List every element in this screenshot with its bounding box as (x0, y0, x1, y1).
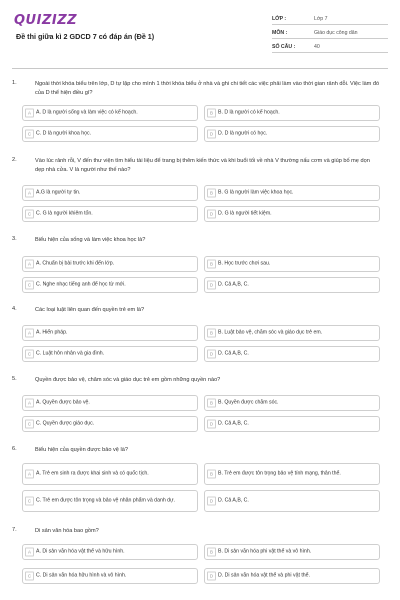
question-number: 6. (12, 446, 17, 452)
option-text: B. Quyền được chăm sóc. (218, 399, 279, 406)
option-letter: B (207, 260, 216, 269)
meta-label: MÔN : (272, 30, 288, 36)
option-b[interactable] (204, 185, 380, 201)
option-b[interactable] (204, 395, 380, 411)
option-letter: C (25, 420, 34, 429)
option-text: D. G là người tiết kiệm. (218, 210, 272, 217)
option-text: A. Quyền được bảo vệ. (36, 399, 90, 406)
option-letter: C (25, 572, 34, 581)
option-letter: B (207, 109, 216, 118)
option-d[interactable] (204, 126, 380, 142)
meta-divider (272, 52, 388, 53)
option-c[interactable] (22, 416, 198, 432)
option-letter: D (207, 210, 216, 219)
option-letter: A (25, 399, 34, 408)
option-b[interactable] (204, 544, 380, 560)
option-text: A.G là người tự tin. (36, 189, 81, 196)
option-letter: A (25, 109, 34, 118)
option-letter: A (25, 470, 34, 479)
option-letter: C (25, 350, 34, 359)
option-b[interactable] (204, 463, 380, 485)
option-text: A. Trẻ em sinh ra được khai sinh và có quốc tịch. (36, 470, 149, 477)
option-letter: D (207, 130, 216, 139)
option-text: B. G là người làm việc khoa học. (218, 189, 294, 196)
question-text: Các loại luật liên quan đến quyền trẻ em là? (35, 307, 145, 313)
meta-divider (272, 38, 388, 39)
meta-label: SỐ CÂU : (272, 44, 296, 50)
question-text: Vào lúc rảnh rỗi, V đến thư viện tìm hiểu tài liệu để trang bị thêm kiến thức và khi buổi tối về nhà V thường nấu cơm và giúp bố mẹ dọn dẹp nhà cửa. V là người như thế nào? (35, 158, 370, 173)
meta-value: 40 (314, 44, 320, 50)
option-letter: A (25, 260, 34, 269)
option-letter: C (25, 130, 34, 139)
option-text: A. Hiến pháp. (36, 329, 68, 336)
question-text: Di sản văn hóa bao gồm? (35, 528, 99, 534)
option-letter: D (207, 281, 216, 290)
option-text: D. Di sản văn hóa vật thể và phi vật thể. (218, 572, 310, 579)
option-b[interactable] (204, 105, 380, 121)
option-text: A. Chuẩn bị bài trước khi đến lớp. (36, 260, 115, 267)
option-text: D. Cả A,B, C. (218, 350, 249, 357)
worksheet-header (0, 0, 400, 68)
option-letter: D (207, 497, 216, 506)
header-divider (12, 68, 388, 69)
option-letter: A (25, 329, 34, 338)
option-text: C. Luật hôn nhân và gia đình. (36, 350, 105, 357)
option-a[interactable] (22, 463, 198, 485)
option-text: C. Quyền được giáo dục. (36, 420, 95, 427)
page-title: Đề thi giữa kì 2 GDCD 7 có đáp án (Đề 1) (16, 32, 155, 41)
option-text: D. Cả A,B, C. (218, 497, 249, 504)
question-text: Quyền được bảo vệ, chăm sóc và giáo dục trẻ em gồm những quyền nào? (35, 377, 221, 383)
option-text: B. Học trước chơi sau. (218, 260, 271, 267)
option-text: B. D là người có kế hoạch. (218, 109, 280, 116)
option-letter: A (25, 548, 34, 557)
option-text: C. Nghe nhạc tiếng anh để học từ mới. (36, 281, 126, 288)
option-text: C. Trẻ em được tôn trọng và bảo vệ nhân phẩm và danh dự. (36, 497, 175, 504)
option-d[interactable] (204, 277, 380, 293)
option-letter: A (25, 189, 34, 198)
option-c[interactable] (22, 277, 198, 293)
option-letter: B (207, 470, 216, 479)
option-letter: B (207, 329, 216, 338)
option-text: A. D là người sống và làm việc có kế hoạch. (36, 109, 138, 116)
option-letter: C (25, 210, 34, 219)
option-a[interactable] (22, 325, 198, 341)
meta-value: Lớp 7 (314, 16, 328, 22)
option-text: B. Trẻ em được tôn trọng bảo vệ tính mạng, thân thể. (218, 470, 341, 477)
option-a[interactable] (22, 395, 198, 411)
meta-label: LỚP : (272, 16, 287, 22)
question-number: 2. (12, 157, 17, 163)
option-letter: B (207, 399, 216, 408)
question-number: 4. (12, 306, 17, 312)
option-c[interactable] (22, 126, 198, 142)
option-c[interactable] (22, 568, 198, 584)
option-letter: B (207, 189, 216, 198)
question-number: 1. (12, 80, 17, 86)
option-text: B. Di sản văn hóa phi vật thể và vô hình. (218, 548, 312, 555)
question-number: 3. (12, 236, 17, 242)
option-a[interactable] (22, 544, 198, 560)
option-d[interactable] (204, 346, 380, 362)
option-d[interactable] (204, 206, 380, 222)
option-c[interactable] (22, 206, 198, 222)
option-text: D. D là người có học. (218, 130, 268, 137)
option-text: A. Di sản văn hóa vật thể và hữu hình. (36, 548, 125, 555)
option-text: B. Luật bảo vệ, chăm sóc và giáo dục trẻ em. (218, 329, 323, 336)
option-letter: B (207, 548, 216, 557)
option-a[interactable] (22, 256, 198, 272)
option-text: D. Cả A,B, C. (218, 281, 249, 288)
option-text: C. G là người khiêm tốn. (36, 210, 93, 217)
question-text: Biểu hiện của quyền được bảo vệ là? (35, 447, 128, 453)
question-text: Biểu hiện của sống và làm việc khoa học là? (35, 237, 146, 243)
option-letter: D (207, 572, 216, 581)
option-text: C. D là người khoa học. (36, 130, 92, 137)
option-text: C. Di sản văn hóa hữu hình và vô hình. (36, 572, 127, 579)
question-number: 5. (12, 376, 17, 382)
meta-value: Giáo dục công dân (314, 30, 358, 36)
question-number: 7. (12, 527, 17, 533)
option-d[interactable] (204, 490, 380, 512)
option-letter: D (207, 420, 216, 429)
quizizz-logo: QUIZIZZ (14, 13, 78, 28)
option-letter: C (25, 281, 34, 290)
option-text: D. Cả A,B, C. (218, 420, 249, 427)
option-d[interactable] (204, 568, 380, 584)
option-b[interactable] (204, 256, 380, 272)
option-letter: D (207, 350, 216, 359)
option-letter: C (25, 497, 34, 506)
question-text: Ngoài thời khóa biểu trên lớp, D tự lập cho mình 1 thời khóa biểu ở nhà và ghi chi tiết các việc phải làm vào thời gian rảnh dỗi. Việc làm đó của D thể hiện điều gì? (35, 81, 380, 96)
option-b[interactable] (204, 325, 380, 341)
option-c[interactable] (22, 490, 198, 512)
option-c[interactable] (22, 346, 198, 362)
option-a[interactable] (22, 105, 198, 121)
option-a[interactable] (22, 185, 198, 201)
meta-divider (272, 24, 388, 25)
option-d[interactable] (204, 416, 380, 432)
